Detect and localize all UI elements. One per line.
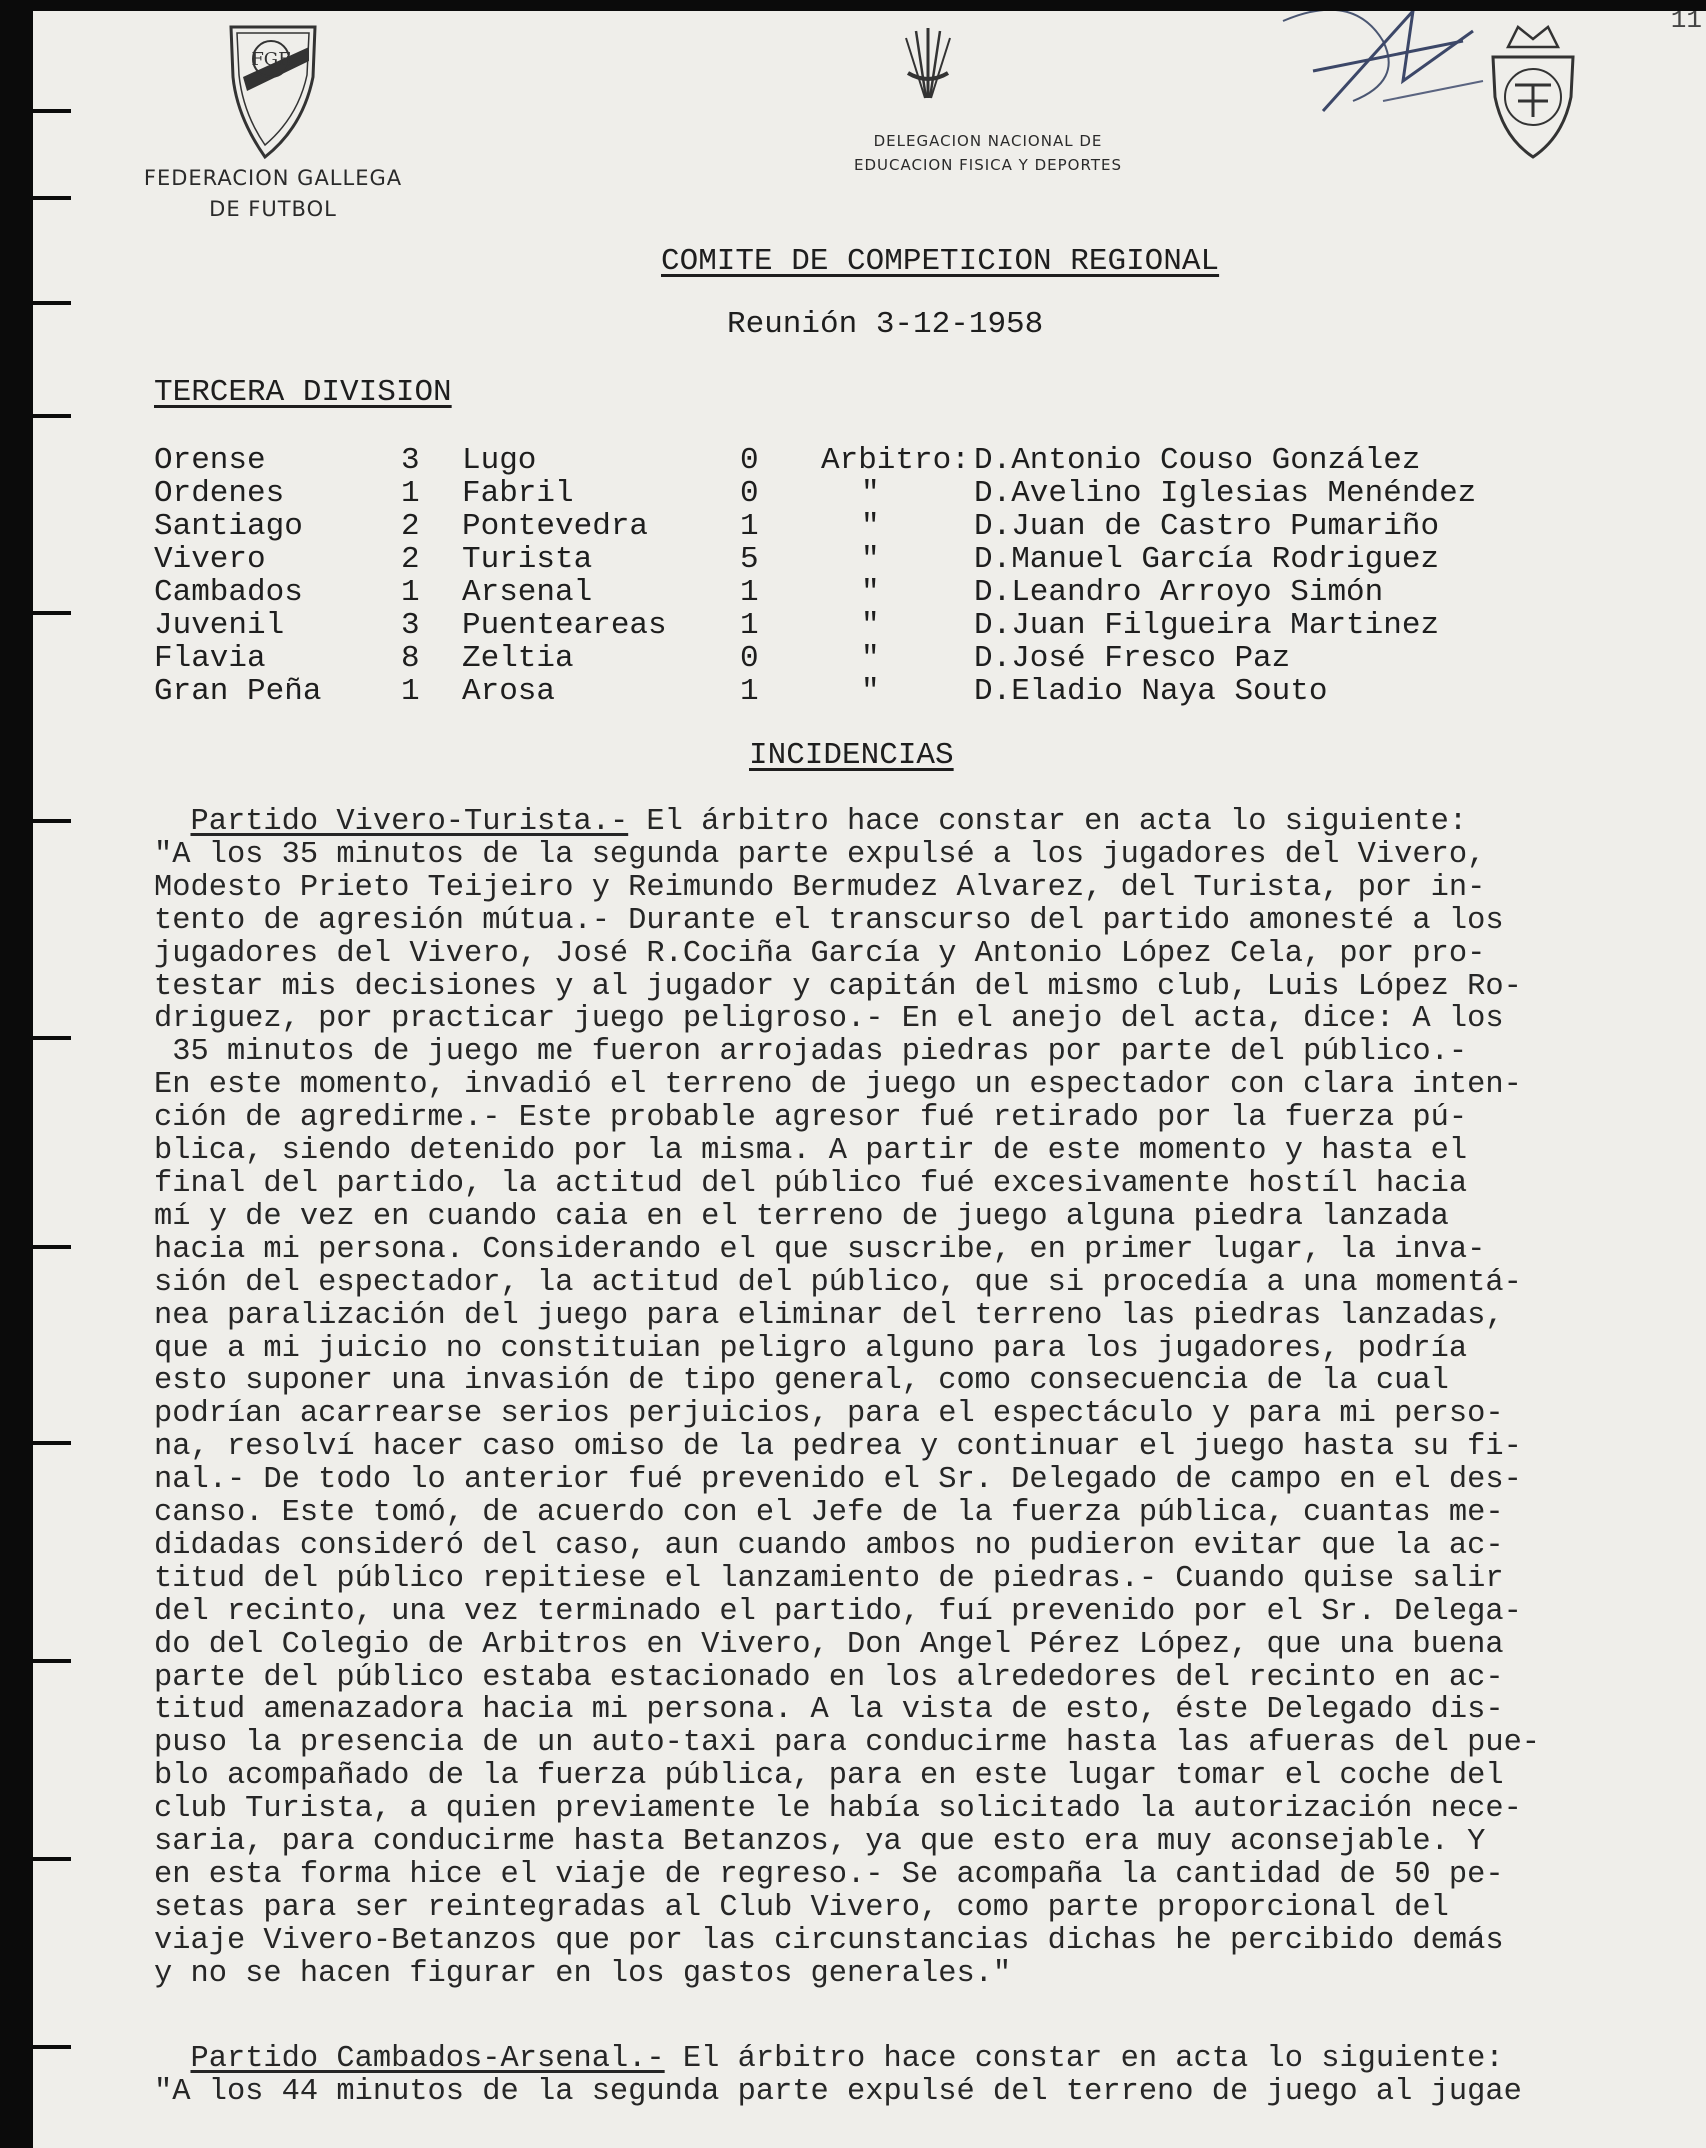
home-goals: 8	[401, 641, 420, 676]
ditto-mark: "	[861, 509, 880, 544]
svg-text:FGF: FGF	[251, 49, 291, 70]
home-team: Flavia	[154, 641, 266, 676]
federation-line-1: FEDERACION GALLEGA	[143, 166, 403, 190]
ditto-mark: "	[861, 476, 880, 511]
referee-label: Arbitro:	[821, 443, 970, 478]
away-team: Arosa	[462, 674, 556, 709]
away-team: Puenteareas	[462, 608, 667, 643]
meeting-date: Reunión 3-12-1958	[727, 307, 1044, 342]
edge-notch	[33, 611, 71, 615]
home-goals: 2	[401, 542, 420, 577]
edge-notch	[33, 1245, 71, 1249]
result-row	[154, 674, 1328, 709]
page-number: 11	[1670, 11, 1702, 35]
incident-paragraph-vivero-turista	[154, 806, 1540, 1991]
away-goals: 1	[740, 575, 759, 610]
away-team: Fabril	[462, 476, 574, 511]
incident-intro: El árbitro hace constar en acta lo siguiente:	[628, 805, 1468, 839]
referee-name: D.Antonio Couso González	[974, 443, 1421, 478]
incident-title: Partido Cambados-Arsenal.-	[190, 2042, 665, 2076]
referee-name: D.José Fresco Paz	[974, 641, 1291, 676]
edge-notch	[33, 819, 71, 823]
home-goals: 1	[401, 674, 420, 709]
home-goals: 1	[401, 476, 420, 511]
away-goals: 5	[740, 542, 759, 577]
ditto-mark: "	[861, 575, 880, 610]
home-team: Gran Peña	[154, 674, 322, 709]
referee-name: D.Juan Filgueira Martinez	[974, 608, 1440, 643]
result-row	[154, 641, 1291, 676]
document-title: COMITE DE COMPETICION REGIONAL	[661, 244, 1220, 279]
edge-notch	[33, 1659, 71, 1663]
home-goals: 1	[401, 575, 420, 610]
incident-body: "A los 35 minutos de la segunda parte expulsé a los jugadores del Vivero, Modesto Prieto Teijeiro y Reimundo Bermudez Alvarez, del Turista, por in- tento de agresión mútua.- Durante el transcurso del partido amonesté a los jugadores del Vivero, José R.Cociña García y Antonio López Cela, por pro- testar mis decisiones y al jugador y capitán del mismo club, Luis López Ro- driguez, por practicar juego peligroso.- En el anejo del acta, dice: A los 35 minutos de juego me fueron arrojadas piedras por parte del público.- En este momento, invadió el terreno de juego un espectador con clara inten- ción de agredirme.- Este probable agresor fué retirado por la fuerza pú- blica, siendo detenido por la misma. A partir de este momento y hasta el final del partido, la actitud del público fué excesivamente hostíl hacia mí y de vez en cuando caia en el terreno de juego alguna piedra lanzada hacia mi persona. Considerando el que suscribe, en primer lugar, la inva- sión del espectador, la actitud del público, que si procedía a una momentá- nea paralización del juego para eliminar del terreno las piedras lanzadas, que a mi juicio no constituian peligro alguno para los jugadores, podría esto suponer una invasión de tipo general, como consecuencia de la cual podrían acarrearse serios perjuicios, para el espectáculo y para mi perso- na, resolví hacer caso omiso de la pedrea y continuar el juego hasta su fi- nal.- De todo lo anterior fué prevenido el Sr. Delegado de campo en el des- canso. Este tomó, de acuerdo con el Jefe de la fuerza pública, cuantas me- didadas consideró del caso, aun cuando ambos no pudieron evitar que la ac- titud del público repitiese el lanzamiento de piedras.- Cuando quise salir del recinto, una vez terminado el partido, fuí prevenido por el Sr. Delega- do del Colegio de Arbitros en Vivero, Don Angel Pérez López, que una buena parte del público estaba estacionado en los alrededores del recinto en ac- titud amenazadora hacia mi persona. A la vista de esto, éste Delegado dis- puso la presencia de un auto-taxi para conducirme hasta las afueras del pue- blo acompañado de la fuerza pública, para en este lugar tomar el coche del club Turista, a quien previamente le había solicitado la autorización nece- saria, para conducirme hasta Betanzos, ya que esto era muy aconsejable. Y en esta forma hice el viaje de regreso.- Se acompaña la cantidad de 50 pe- setas para ser reintegradas al Club Vivero, como parte proporcional del viaje Vivero-Betanzos que por las circunstancias dichas he percibido demás y no se hacen figurar en los gastos generales."	[154, 837, 1541, 1991]
edge-notch	[33, 1441, 71, 1445]
yoke-arrows-emblem-icon	[898, 23, 958, 103]
home-goals: 2	[401, 509, 420, 544]
referee-name: D.Avelino Iglesias Menéndez	[974, 476, 1477, 511]
incident-intro: El árbitro hace constar en acta lo siguiente:	[664, 2042, 1504, 2076]
home-team: Santiago	[154, 509, 303, 544]
edge-notch	[33, 414, 71, 418]
ditto-mark: "	[861, 608, 880, 643]
home-team: Orense	[154, 443, 266, 478]
result-row	[154, 542, 1440, 577]
delegation-line-2: EDUCACION FISICA Y DEPORTES	[854, 156, 1122, 174]
incidents-heading: INCIDENCIAS	[749, 738, 954, 773]
away-team: Turista	[462, 542, 593, 577]
federation-shield-icon	[223, 17, 323, 167]
home-team: Juvenil	[154, 608, 285, 643]
result-row	[154, 443, 1421, 478]
edge-notch	[33, 196, 71, 200]
home-goals: 3	[401, 443, 420, 478]
away-goals: 1	[740, 674, 759, 709]
edge-notch	[33, 1036, 71, 1040]
away-team: Lugo	[462, 443, 537, 478]
away-team: Arsenal	[462, 575, 593, 610]
home-team: Vivero	[154, 542, 266, 577]
result-row	[154, 476, 1477, 511]
referee-name: D.Manuel García Rodriguez	[974, 542, 1440, 577]
away-goals: 1	[740, 608, 759, 643]
edge-notch	[33, 2045, 71, 2049]
ditto-mark: "	[861, 674, 880, 709]
edge-notch	[33, 1857, 71, 1861]
result-row	[154, 575, 1384, 610]
results-table	[154, 443, 1477, 709]
federation-line-2: DE FUTBOL	[209, 197, 337, 221]
edge-notch	[33, 301, 71, 305]
result-row	[154, 608, 1440, 643]
delegation-line-1: DELEGACION NACIONAL DE	[873, 132, 1103, 150]
document-page	[33, 11, 1706, 2148]
away-team: Pontevedra	[462, 509, 649, 544]
ditto-mark: "	[861, 542, 880, 577]
referee-name: D.Eladio Naya Souto	[974, 674, 1328, 709]
crowned-shield-icon	[1473, 17, 1593, 167]
handwritten-signature	[1263, 11, 1493, 151]
home-goals: 3	[401, 608, 420, 643]
result-row	[154, 509, 1440, 544]
edge-notch	[33, 109, 71, 113]
away-goals: 0	[740, 443, 759, 478]
referee-name: D.Juan de Castro Pumariño	[974, 509, 1440, 544]
referee-name: D.Leandro Arroyo Simón	[974, 575, 1384, 610]
away-goals: 0	[740, 641, 759, 676]
incident-title: Partido Vivero-Turista.-	[190, 805, 629, 839]
away-goals: 1	[740, 509, 759, 544]
delegation-name	[788, 129, 1188, 177]
away-team: Zeltia	[462, 641, 574, 676]
incident-body: "A los 44 minutos de la segunda parte expulsé del terreno de juego al jugae	[154, 2074, 1522, 2109]
division-heading: TERCERA DIVISION	[154, 375, 452, 410]
home-team: Ordenes	[154, 476, 285, 511]
federation-name	[128, 163, 418, 225]
ditto-mark: "	[861, 641, 880, 676]
home-team: Cambados	[154, 575, 303, 610]
away-goals: 0	[740, 476, 759, 511]
incident-paragraph-cambados-arsenal	[154, 2043, 1522, 2109]
